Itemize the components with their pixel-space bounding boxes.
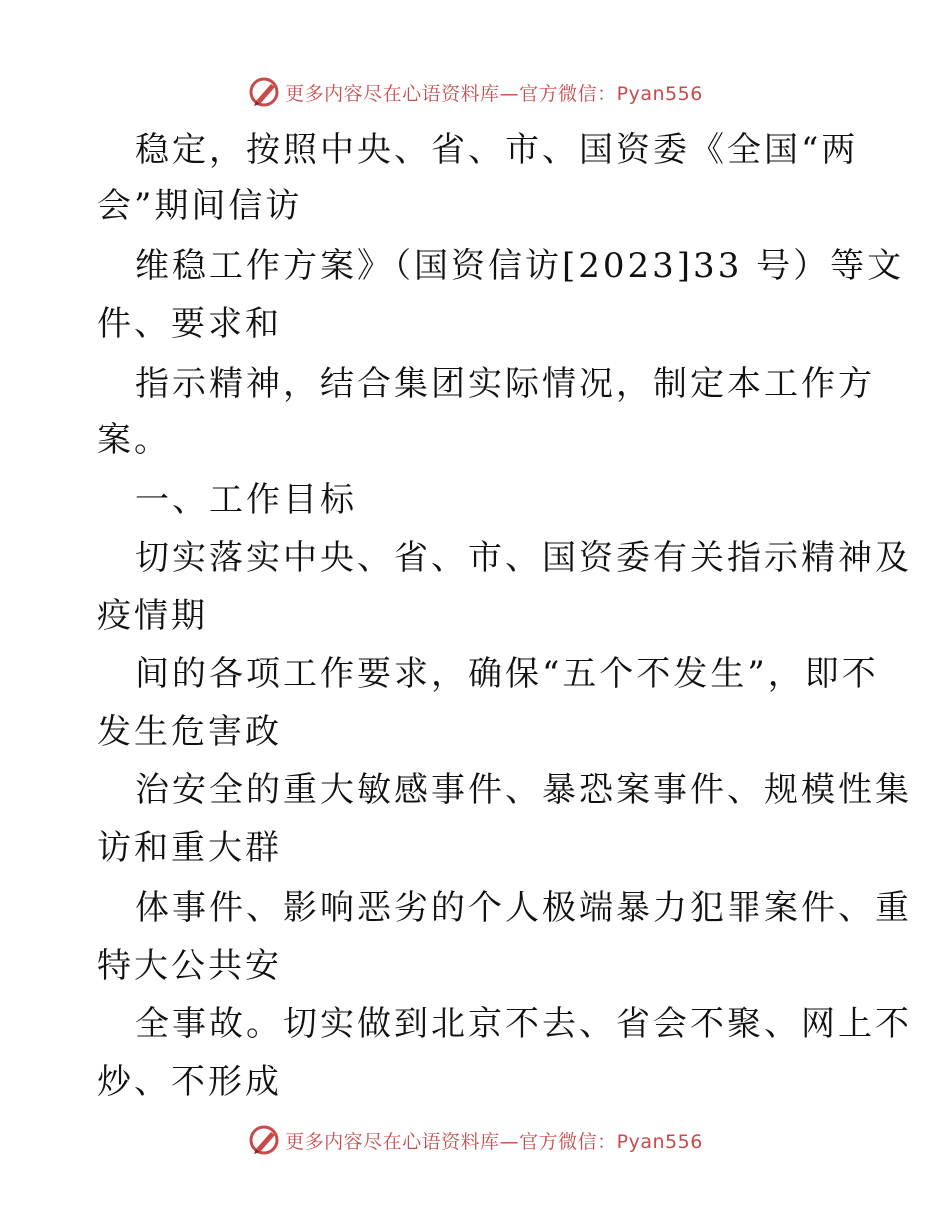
text-line: 维稳工作方案》（国资信访[2023]33 号）等文 bbox=[135, 246, 905, 286]
pen-logo-icon bbox=[247, 1123, 281, 1157]
text-line: 稳定，按照中央、省、市、国资委《全国“两 bbox=[135, 130, 859, 170]
text-line: 炒、不形成 bbox=[97, 1062, 282, 1102]
text-line: 指示精神，结合集团实际情况，制定本工作方 bbox=[135, 364, 875, 404]
text-line: 治安全的重大敏感事件、暴恐案事件、规模性集 bbox=[135, 770, 912, 810]
text-line: 全事故。切实做到北京不去、省会不聚、网上不 bbox=[135, 1004, 912, 1044]
text-line: 特大公共安 bbox=[97, 946, 282, 986]
text-line: 体事件、影响恶劣的个人极端暴力犯罪案件、重 bbox=[135, 888, 912, 928]
text-line: 疫情期 bbox=[97, 596, 208, 636]
text-line: 访和重大群 bbox=[97, 828, 282, 868]
text-line: 发生危害政 bbox=[97, 712, 282, 752]
footer-banner-text: 更多内容尽在心语资料库—官方微信：Pyan556 bbox=[285, 1130, 703, 1153]
text-line: 会”期间信访 bbox=[97, 186, 303, 226]
text-line: 切实落实中央、省、市、国资委有关指示精神及 bbox=[135, 538, 912, 578]
section-heading: 一、工作目标 bbox=[135, 480, 357, 520]
pen-logo-icon bbox=[247, 75, 281, 109]
text-line: 案。 bbox=[97, 420, 171, 460]
header-banner bbox=[0, 72, 950, 112]
footer-banner bbox=[0, 1120, 950, 1160]
text-line: 件、要求和 bbox=[97, 304, 282, 344]
header-banner-text: 更多内容尽在心语资料库—官方微信：Pyan556 bbox=[285, 82, 703, 105]
text-line: 间的各项工作要求，确保“五个不发生”，即不 bbox=[135, 654, 879, 694]
